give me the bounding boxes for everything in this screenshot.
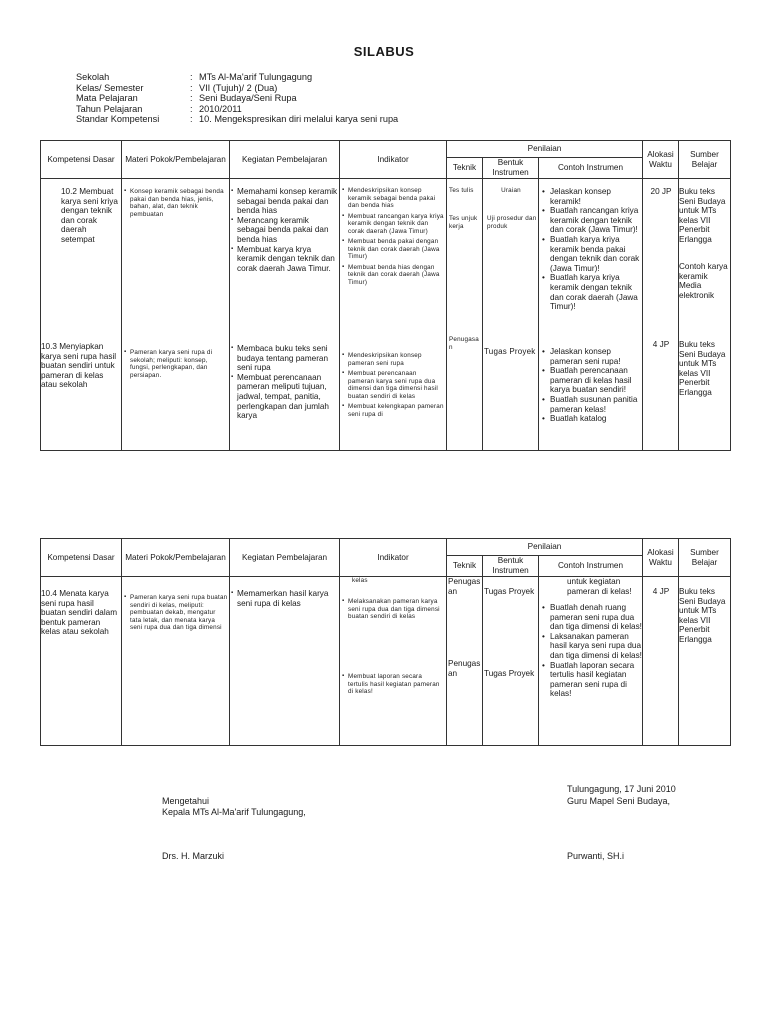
kegiatan-item: ▪ Memahami konsep keramik sebagai benda pakai dan benda hias bbox=[231, 187, 338, 216]
header-materi: Materi Pokok/Pembelajaran bbox=[122, 141, 230, 179]
header-sumber: Sumber Belajar bbox=[679, 539, 731, 577]
indikator-item: ▪ Membuat laporan secara tertulis hasil kegiatan pameran di kelas! bbox=[342, 673, 444, 696]
indikator-cell bbox=[340, 179, 447, 451]
kd-10-3: 10.3 Menyiapkan karya seni rupa hasil buatan sendiri untuk pameran di kelas atau sekolah bbox=[41, 342, 117, 390]
kegiatan-item: ▪ Membuat perencanaan pameran meliputi tujuan, jadwal, tempat, panitia, perlengkapan dan jumlah karya bbox=[231, 373, 338, 421]
contoh-item: • Laksanakan pameran hasil karya seni rupa dua dan tiga dimensi di kelas! bbox=[540, 632, 643, 661]
sumber-cell bbox=[679, 577, 731, 746]
header-bentuk: Bentuk Instrumen bbox=[483, 158, 539, 179]
kd-10-4: 10.4 Menata karya seni rupa hasil buatan sendiri dalam bentuk pameran kelas atau sekolah bbox=[41, 589, 118, 637]
info-row-tahun: Tahun Pelajaran : 2010/2011 bbox=[76, 103, 242, 114]
header-kegiatan: Kegiatan Pembelajaran bbox=[230, 539, 340, 577]
header-indikator: Indikator bbox=[340, 141, 447, 179]
header-materi: Materi Pokok/Pembelajaran bbox=[122, 539, 230, 577]
bentuk-cell bbox=[483, 179, 539, 451]
alokasi-value: 20 JP bbox=[650, 187, 672, 196]
materi-cell bbox=[122, 179, 230, 451]
info-label: Standar Kompetensi bbox=[76, 114, 160, 125]
mengetahui-label: Mengetahui bbox=[162, 796, 210, 806]
info-value: 10. Mengekspresikan diri melalui karya seni rupa bbox=[199, 114, 399, 125]
info-label: Tahun Pelajaran bbox=[76, 103, 143, 114]
contoh-item: • Buatlah rancangan kriya keramik dengan teknik dan corak (Jawa Timur)! bbox=[540, 206, 643, 235]
indikator-item: ▪ Membuat perencanaan pameran karya seni rupa dua dimensi dan tiga dimensi hasil buatan sendiri di kelas bbox=[342, 370, 444, 400]
contoh-item: • Buatlah katalog bbox=[540, 414, 643, 424]
kegiatan-item: ▪ Merancang keramik sebagai benda pakai dan benda hias bbox=[231, 216, 338, 245]
kegiatan-item: ▪ Membaca buku teks seni budaya tentang pameran seni rupa bbox=[231, 344, 338, 373]
teknik-value: Penugasan bbox=[448, 577, 481, 596]
indikator-item: ▪ Membuat benda hias dengan teknik dan corak daerah (Jawa Timur) bbox=[342, 264, 444, 287]
sumber-value: Contoh karya keramik Media elektronik bbox=[679, 262, 728, 300]
indikator-item: ▪ Mendeskripsikan konsep keramik sebagai benda pakai dan benda hias bbox=[342, 187, 444, 210]
info-label: Mata Pelajaran bbox=[76, 93, 138, 104]
indikator-item: ▪ Melaksanakan pameran karya seni rupa dua dan tiga dimensi buatan sendiri di kelas bbox=[342, 598, 444, 621]
bentuk-value: Uji prosedur dan produk bbox=[487, 215, 537, 230]
teknik-value: Tes unjuk kerja bbox=[449, 215, 478, 230]
header-penilaian: Penilaian bbox=[447, 539, 643, 556]
header-alokasi: Alokasi Waktu bbox=[643, 539, 679, 577]
indikator-item: ▪ Mendeskripsikan konsep pameran seni rupa bbox=[342, 352, 444, 367]
contoh-item: • Jelaskan konsep pameran seni rupa! bbox=[540, 347, 643, 366]
bentuk-value: Tugas Proyek bbox=[484, 347, 536, 356]
indikator-item: ▪ Membuat kelengkapan pameran seni rupa di bbox=[342, 403, 444, 418]
kepala-title: Kepala MTs Al-Ma'arif Tulungagung, bbox=[162, 807, 306, 817]
alokasi-value: 4 JP bbox=[652, 587, 670, 596]
teknik-value: Penugasan bbox=[448, 659, 481, 678]
place-date: Tulungagung, 17 Juni 2010 bbox=[567, 784, 676, 794]
header-teknik: Teknik bbox=[447, 556, 483, 577]
contoh-item: • Buatlah denah ruang pameran seni rupa dua dan tiga dimensi di kelas! bbox=[540, 603, 643, 632]
kd-cell bbox=[41, 179, 122, 451]
header-kegiatan: Kegiatan Pembelajaran bbox=[230, 141, 340, 179]
alokasi-cell bbox=[643, 179, 679, 451]
sumber-value: Buku teks Seni Budaya untuk MTs kelas VII Penerbit Erlangga bbox=[679, 187, 726, 244]
kd-10-2: 10.2 Membuat karya seni kriya dengan teknik dan corak daerah setempat bbox=[61, 187, 118, 244]
bentuk-value: Tugas Proyek bbox=[484, 669, 535, 678]
bentuk-cell bbox=[483, 577, 539, 746]
header-penilaian: Penilaian bbox=[447, 141, 643, 158]
header-sumber: Sumber Belajar bbox=[679, 141, 731, 179]
header-bentuk: Bentuk Instrumen bbox=[483, 556, 539, 577]
info-block bbox=[76, 72, 398, 125]
indikator-continued: kelas bbox=[352, 577, 368, 584]
info-row-sk: Standar Kompetensi : 10. Mengekspresikan diri melalui karya seni rupa bbox=[76, 114, 399, 125]
indikator-cell bbox=[340, 577, 447, 746]
info-row-sekolah: Sekolah : MTs Al-Ma'arif Tulungagung bbox=[76, 72, 313, 82]
guru-name: Purwanti, SH.i bbox=[567, 851, 625, 861]
kegiatan-item: ▪ Memamerkan hasil karya seni rupa di kelas bbox=[231, 589, 338, 608]
bentuk-value: Tugas Proyek bbox=[484, 587, 535, 596]
teknik-value: Penugasan bbox=[449, 336, 479, 351]
info-value: Seni Budaya/Seni Rupa bbox=[199, 93, 297, 104]
indikator-item: ▪ Membuat benda pakai dengan teknik dan corak daerah (Jawa Timur) bbox=[342, 238, 444, 261]
syllabus-table-2 bbox=[40, 538, 731, 746]
sumber-cell bbox=[679, 179, 731, 451]
kegiatan-cell bbox=[230, 577, 340, 746]
bentuk-value: Uraian bbox=[501, 187, 521, 194]
sumber-value: Buku teks Seni Budaya untuk MTs kelas VII Penerbit Erlangga bbox=[679, 587, 726, 644]
header-indikator: Indikator bbox=[340, 539, 447, 577]
contoh-item: • Buatlah perencanaan pameran di kelas hasil karya buatan sendiri! bbox=[540, 366, 643, 395]
kegiatan-cell bbox=[230, 179, 340, 451]
header-contoh: Contoh Instrumen bbox=[539, 556, 643, 577]
header-kd: Kompetensi Dasar bbox=[41, 141, 122, 179]
contoh-item: • Buatlah laporan secara tertulis hasil kegiatan pameran seni rupa di kelas! bbox=[540, 661, 643, 699]
document-title: SILABUS bbox=[353, 44, 415, 59]
contoh-continued: untuk kegiatan pameran di kelas! bbox=[567, 577, 632, 596]
info-row-kelas: Kelas/ Semester : VII (Tujuh)/ 2 (Dua) bbox=[76, 82, 278, 93]
info-row-mapel: Mata Pelajaran : Seni Budaya/Seni Rupa bbox=[76, 93, 297, 104]
materi-pameran-kelas: ▪ Pameran karya seni rupa buatan sendiri di kelas, meliputi: pembuatan dekab, mengatur tata letak, dan menata karya seni rupa dua dan tiga dimensi bbox=[124, 594, 228, 632]
kepala-name: Drs. H. Marzuki bbox=[162, 851, 225, 861]
alokasi-cell bbox=[643, 577, 679, 746]
indikator-item: ▪ Membuat rancangan karya kriya keramik dengan teknik dan corak daerah (Jawa Timur) bbox=[342, 213, 444, 236]
info-value: 2010/2011 bbox=[199, 103, 242, 114]
contoh-cell bbox=[539, 179, 643, 451]
kegiatan-item: ▪ Membuat karya krya keramik dengan teknik dan corak daerah Jawa Timur. bbox=[231, 245, 338, 274]
contoh-cell bbox=[539, 577, 643, 746]
header-contoh: Contoh Instrumen bbox=[539, 158, 643, 179]
contoh-item: • Buatlah karya kriya keramik benda pakai dengan teknik dan corak (Jawa Timur)! bbox=[540, 235, 643, 273]
alokasi-value: 4 JP bbox=[652, 340, 670, 349]
teknik-value: Tes tulis bbox=[449, 187, 474, 194]
syllabus-table-1 bbox=[40, 140, 731, 451]
guru-title: Guru Mapel Seni Budaya, bbox=[567, 796, 671, 806]
info-value: MTs Al-Ma'arif Tulungagung bbox=[199, 72, 313, 82]
materi-keramik: ▪ Konsep keramik sebagai benda pakai dan benda hias, jenis, bahan, alat, dan teknik pembuatan bbox=[124, 188, 228, 218]
header-teknik: Teknik bbox=[447, 158, 483, 179]
contoh-item: • Jelaskan konsep keramik! bbox=[540, 187, 643, 206]
info-label: Sekolah bbox=[76, 72, 110, 82]
header-alokasi: Alokasi Waktu bbox=[643, 141, 679, 179]
contoh-item: • Buatlah karya kriya keramik dengan teknik dan corak daerah (Jawa Timur)! bbox=[540, 273, 643, 311]
kd-cell bbox=[41, 577, 122, 746]
contoh-item: • Buatlah susunan panitia pameran kelas! bbox=[540, 395, 643, 414]
materi-pameran: ▪ Pameran karya seni rupa di sekolah; meliputi: konsep, fungsi, perlengkapan, dan persiapan. bbox=[124, 349, 228, 379]
teknik-cell bbox=[447, 179, 483, 451]
teknik-cell bbox=[447, 577, 483, 746]
info-label: Kelas/ Semester bbox=[76, 82, 144, 93]
sumber-value: Buku teks Seni Budaya untuk MTs kelas VII Penerbit Erlangga bbox=[679, 340, 726, 397]
info-value: VII (Tujuh)/ 2 (Dua) bbox=[199, 82, 278, 93]
materi-cell bbox=[122, 577, 230, 746]
header-kd: Kompetensi Dasar bbox=[41, 539, 122, 577]
